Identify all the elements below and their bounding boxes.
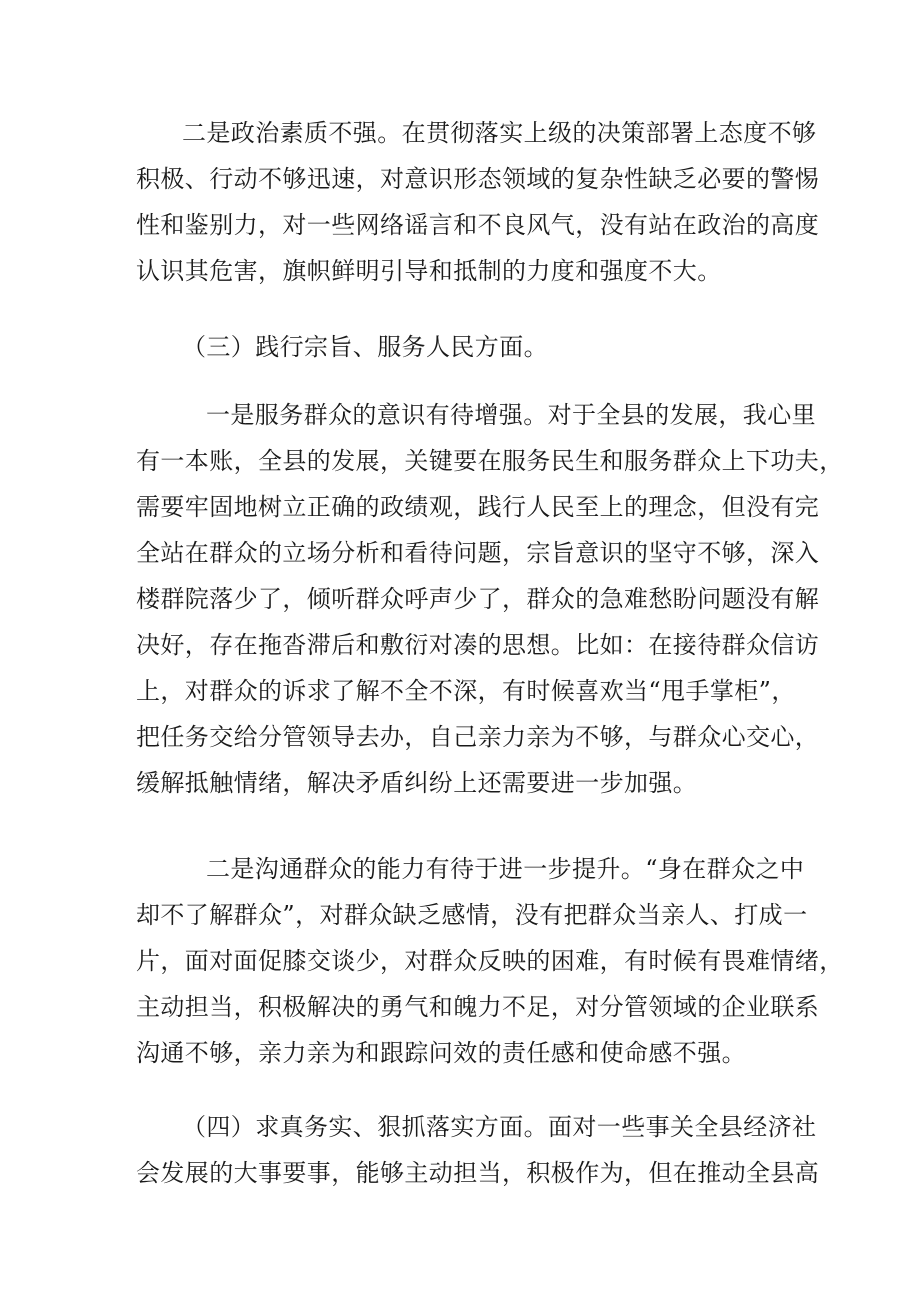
text-line: 片，面对面促膝交谈少，对群众反映的困难，有时候有畏难情绪，	[136, 947, 844, 975]
section-heading: （三）践行宗旨、服务人民方面。	[182, 333, 548, 361]
text-line: 有一本账，全县的发展，关键要在服务民生和服务群众上下功夫，	[136, 447, 844, 475]
text-line: 会发展的大事要事，能够主动担当，积极作为，但在推动全县高	[136, 1159, 820, 1187]
text-line: 二是沟通群众的能力有待于进一步提升。“身在群众之中	[206, 855, 805, 883]
text-line: 一是服务群众的意识有待增强。对于全县的发展，我心里	[206, 401, 816, 429]
text-line: 全站在群众的立场分析和看待问题，宗旨意识的坚守不够，深入	[136, 539, 820, 567]
text-line: 决好，存在拖沓滞后和敷衍对凑的思想。比如：在接待群众信访	[136, 631, 820, 659]
text-line: 却不了解群众”，对群众缺乏感情，没有把群众当亲人、打成一	[136, 901, 808, 929]
text-line: 需要牢固地树立正确的政绩观，践行人民至上的理念，但没有完	[136, 493, 820, 521]
text-line: 主动担当，积极解决的勇气和魄力不足，对分管领域的企业联系	[136, 993, 820, 1021]
text-line: 沟通不够，亲力亲为和跟踪问效的责任感和使命感不强。	[136, 1039, 746, 1067]
text-line: 上，对群众的诉求了解不全不深，有时候喜欢当“甩手掌柜”，	[136, 677, 796, 705]
text-line: 楼群院落少了，倾听群众呼声少了，群众的急难愁盼问题没有解	[136, 585, 820, 613]
text-line: 缓解抵触情绪，解决矛盾纠纷上还需要进一步加强。	[136, 769, 698, 797]
text-line: 认识其危害，旗帜鲜明引导和抵制的力度和强度不大。	[136, 257, 722, 285]
text-line: 性和鉴别力，对一些网络谣言和不良风气，没有站在政治的高度	[136, 211, 820, 239]
text-line: 积极、行动不够迅速，对意识形态领域的复杂性缺乏必要的警惕	[136, 165, 820, 193]
text-line: 二是政治素质不强。在贯彻落实上级的决策部署上态度不够	[182, 119, 817, 147]
text-line: 把任务交给分管领导去办，自己亲力亲为不够，与群众心交心，	[136, 723, 820, 751]
section-heading-line: （四）求真务实、狠抓落实方面。面对一些事关全县经济社	[182, 1113, 817, 1141]
